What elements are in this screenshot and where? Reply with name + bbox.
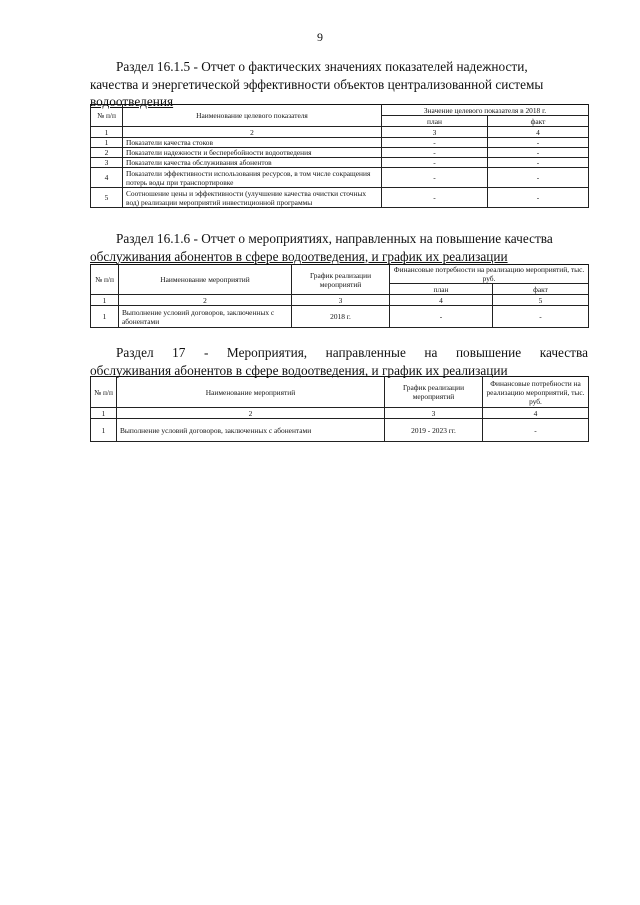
row-num: 2 bbox=[91, 148, 123, 158]
row-schedule: 2019 - 2023 гг. bbox=[385, 419, 483, 442]
col-number: 2 bbox=[123, 127, 382, 138]
planned-measures-table bbox=[90, 376, 589, 442]
row-num: 1 bbox=[91, 419, 117, 442]
header-num: № п/п bbox=[91, 265, 119, 295]
row-num: 4 bbox=[91, 168, 123, 188]
row-num: 1 bbox=[91, 306, 119, 328]
header-schedule: График реализации мероприятий bbox=[385, 377, 483, 408]
header-fact: факт bbox=[493, 284, 589, 295]
section-title-line: обслуживания абонентов в сфере водоотведения, и график их реализации bbox=[90, 362, 508, 378]
header-fact: факт bbox=[488, 116, 589, 127]
measures-report-table bbox=[90, 264, 589, 328]
row-name: Показатели качества стоков bbox=[123, 138, 382, 148]
section-17-title bbox=[90, 344, 588, 379]
row-fact: - bbox=[488, 158, 589, 168]
section-title-line: водоотведения bbox=[90, 94, 174, 109]
row-fact: - bbox=[488, 188, 589, 208]
section-title-line: Раздел 16.1.5 - Отчет о фактических значениях показателей надежности, bbox=[116, 59, 528, 74]
target-indicators-table bbox=[90, 104, 589, 208]
col-number: 3 bbox=[292, 295, 390, 306]
header-finance: Финансовые потребности на реализацию мероприятий, тыс. руб. bbox=[483, 377, 589, 408]
row-fact: - bbox=[493, 306, 589, 328]
table-row bbox=[91, 138, 589, 148]
table-row bbox=[91, 306, 589, 328]
header-plan: план bbox=[390, 284, 493, 295]
section-16-1-5-title bbox=[90, 58, 588, 111]
row-fact: - bbox=[488, 138, 589, 148]
row-plan: - bbox=[390, 306, 493, 328]
col-number: 3 bbox=[385, 408, 483, 419]
col-number: 3 bbox=[382, 127, 488, 138]
col-number: 4 bbox=[390, 295, 493, 306]
table-row bbox=[91, 158, 589, 168]
header-plan: план bbox=[382, 116, 488, 127]
numbering-row bbox=[91, 408, 589, 419]
row-num: 3 bbox=[91, 158, 123, 168]
col-number: 5 bbox=[493, 295, 589, 306]
row-plan: - bbox=[382, 158, 488, 168]
row-name: Показатели надежности и бесперебойности водоотведения bbox=[123, 148, 382, 158]
col-number: 4 bbox=[483, 408, 589, 419]
col-number: 2 bbox=[117, 408, 385, 419]
table-row bbox=[91, 168, 589, 188]
row-finance: - bbox=[483, 419, 589, 442]
col-number: 1 bbox=[91, 127, 123, 138]
page-number: 9 bbox=[317, 30, 323, 44]
row-fact: - bbox=[488, 148, 589, 158]
row-num: 5 bbox=[91, 188, 123, 208]
row-plan: - bbox=[382, 188, 488, 208]
col-number: 1 bbox=[91, 408, 117, 419]
row-plan: - bbox=[382, 168, 488, 188]
section-title-line: Раздел 16.1.6 - Отчет о мероприятиях, направленных на повышение качества bbox=[116, 231, 553, 246]
header-measure-name: Наименование мероприятий bbox=[117, 377, 385, 408]
row-name: Показатели качества обслуживания абонентов bbox=[123, 158, 382, 168]
row-name: Выполнение условий договоров, заключенных с абонентами bbox=[119, 306, 292, 328]
table-row bbox=[91, 188, 589, 208]
row-name: Соотношение цены и эффективности (улучшение качества очистки сточных вод) реализации мероприятий инвестиционной программы bbox=[123, 188, 382, 208]
section-16-1-6-title bbox=[90, 230, 588, 265]
header-indicator-name: Наименование целевого показателя bbox=[123, 105, 382, 127]
numbering-row bbox=[91, 295, 589, 306]
header-num: № п/п bbox=[91, 105, 123, 127]
header-measure-name: Наименование мероприятий bbox=[119, 265, 292, 295]
numbering-row bbox=[91, 127, 589, 138]
col-number: 4 bbox=[488, 127, 589, 138]
row-num: 1 bbox=[91, 138, 123, 148]
header-schedule: График реализации мероприятий bbox=[292, 265, 390, 295]
col-number: 1 bbox=[91, 295, 119, 306]
row-plan: - bbox=[382, 148, 488, 158]
header-value-group: Значение целевого показателя в 2018 г. bbox=[382, 105, 589, 116]
section-title-line: Раздел 17 - Мероприятия, направленные на повышение качества bbox=[116, 345, 588, 360]
table-row bbox=[91, 148, 589, 158]
header-finance-group: Финансовые потребности на реализацию мероприятий, тыс. руб. bbox=[390, 265, 589, 284]
row-fact: - bbox=[488, 168, 589, 188]
row-name: Показатели эффективности использования ресурсов, в том числе сокращения потерь воды при транспортировке bbox=[123, 168, 382, 188]
row-schedule: 2018 г. bbox=[292, 306, 390, 328]
section-title-line: качества и энергетической эффективности объектов централизованной системы bbox=[90, 76, 544, 92]
section-title-line: обслуживания абонентов в сфере водоотведения, и график их реализации bbox=[90, 248, 508, 264]
table-row bbox=[91, 419, 589, 442]
col-number: 2 bbox=[119, 295, 292, 306]
header-num: № п/п bbox=[91, 377, 117, 408]
row-plan: - bbox=[382, 138, 488, 148]
row-name: Выполнение условий договоров, заключенных с абонентами bbox=[117, 419, 385, 442]
